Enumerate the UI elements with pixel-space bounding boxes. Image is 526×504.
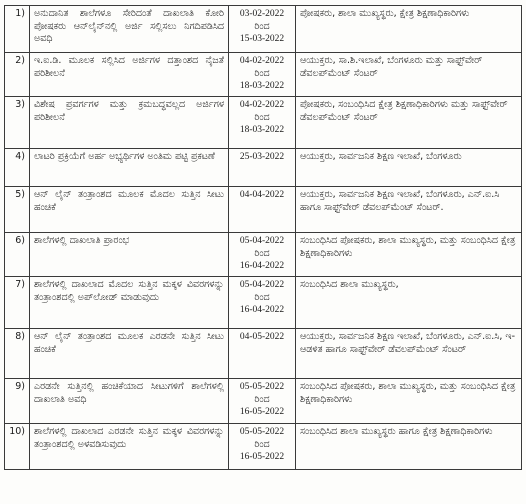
responsible-cell: ಸಂಬಂಧಿಸಿದ ಶಾಲಾ ಮುಖ್ಯಸ್ಥರು ಹಾಗೂ ಕ್ಷೇತ್ರ ಶಿಕ್ಷಣಾಧಿಕಾರಿಗಳು [296,424,522,470]
date-connector: ರಿಂದ [254,292,270,303]
activity-cell: ಆನ್ ಲೈನ್ ತಂತ್ರಾಂಶದ ಮೂಲಕ ಮೊದಲ ಸುತ್ತಿನ ಸೀಟು ಹಂಚಿಕೆ [30,187,229,233]
date-from: 04-04-2022 [239,190,285,200]
responsible-cell: ಪೋಷಕರು, ಸಂಬಂಧಿಸಿದ ಕ್ಷೇತ್ರ ಶಿಕ್ಷಣಾಧಿಕಾರಿಗಳು ಮತ್ತು ಸಾಫ್ಟ್‌ವೇರ್ ಡೆವಲಪ್‌ಮೆಂಟ್ ಸೆಂಟರ್ [296,97,522,149]
date-from: 05-05-2022 [239,427,285,437]
table-row [5,53,522,97]
row-number: 10) [5,424,30,470]
date-from: 04-02-2022 [239,100,285,110]
responsible-cell: ಸಂಬಂಧಿಸಿದ ಪೋಷಕರು, ಶಾಲಾ ಮುಖ್ಯಸ್ಥರು, ಮತ್ತು ಸಂಬಂಧಿಸಿದ ಕ್ಷೇತ್ರ ಶಿಕ್ಷಣಾಧಿಕಾರಿಗಳು [296,379,522,424]
date-cell [229,329,296,379]
date-from: 04-05-2022 [239,332,285,342]
row-number: 9) [5,379,30,424]
responsible-cell: ಸಂಬಂಧಿಸಿದ ಪೋಷಕರು, ಶಾಲಾ ಮುಖ್ಯಸ್ಥರು, ಮತ್ತು ಸಂಬಂಧಿಸಿದ ಕ್ಷೇತ್ರ ಶಿಕ್ಷಣಾಧಿಕಾರಿಗಳು [296,233,522,277]
date-connector: ರಿಂದ [254,68,270,79]
date-cell [229,149,296,187]
row-number: 8) [5,329,30,379]
table-row [5,149,522,187]
row-number: 2) [5,53,30,97]
row-number: 5) [5,187,30,233]
date-cell [229,6,296,53]
date-cell [229,97,296,149]
responsible-cell: ಆಯುಕ್ತರು, ಸಾರ್ವಜನಿಕ ಶಿಕ್ಷಣ ಇಲಾಖೆ, ಬೆಂಗಳೂರು, ಎನ್.ಐ.ಸಿ ಹಾಗೂ ಸಾಫ್ಟ್‌ವೇರ್ ಡೆವಲಪ್‌ಮೆಂಟ್ ಸೆಂಟರ್. [296,187,522,233]
table-row [5,379,522,424]
date-to: 16-04-2022 [239,305,285,315]
responsible-cell: ಸಂಬಂಧಿಸಿದ ಶಾಲಾ ಮುಖ್ಯಸ್ಥರು, [296,277,522,329]
date-from: 05-05-2022 [239,382,285,392]
date-to: 18-03-2022 [239,125,285,135]
date-connector: ರಿಂದ [254,439,270,450]
row-number: 4) [5,149,30,187]
date-connector: ರಿಂದ [254,394,270,405]
table-row [5,97,522,149]
table-row [5,6,522,53]
date-cell [229,379,296,424]
activity-cell: ಆನ್ ಲೈನ್ ತಂತ್ರಾಂಶದ ಮೂಲಕ ಎರಡನೇ ಸುತ್ತಿನ ಸೀಟು ಹಂಚಿಕೆ [30,329,229,379]
responsible-cell: ಆಯುಕ್ತರು, ಸಾರ್ವಜನಿಕ ಶಿಕ್ಷಣ ಇಲಾಖೆ, ಬೆಂಗಳೂರು [296,149,522,187]
date-from: 05-04-2022 [239,280,285,290]
table-row [5,233,522,277]
date-to: 16-05-2022 [239,452,285,462]
date-from: 25-03-2022 [239,152,285,162]
date-from: 03-02-2022 [239,9,285,19]
admission-schedule-table [4,5,522,470]
date-cell [229,424,296,470]
date-to: 18-03-2022 [239,81,285,91]
table-row [5,424,522,470]
row-number: 3) [5,97,30,149]
activity-cell: ಇ.ಐ.ಡಿ. ಮೂಲಕ ಸಲ್ಲಿಸಿದ ಅರ್ಜಿಗಳ ದತ್ತಾಂಶದ ನೈಜತೆ ಪರಿಶೀಲನೆ [30,53,229,97]
date-cell [229,187,296,233]
activity-cell: ಶಾಲೆಗಳಲ್ಲಿ ದಾಖಲಾದ ಎರಡನೇ ಸುತ್ತಿನ ಮಕ್ಕಳ ವಿವರಗಳನ್ನು ತಂತ್ರಾಂಶದಲ್ಲಿ ಅಳವಡಿಸುವುದು [30,424,229,470]
activity-cell: ಲಾಟರಿ ಪ್ರಕ್ರಿಯೆಗೆ ಅರ್ಹ ಅಭ್ಯರ್ಥಿಗಳ ಅಂತಿಮ ಪಟ್ಟಿ ಪ್ರಕಟಣೆ [30,149,229,187]
date-connector: ರಿಂದ [254,21,270,32]
date-to: 16-04-2022 [239,261,285,271]
date-from: 04-02-2022 [239,56,285,66]
table-row [5,329,522,379]
activity-cell: ಶಾಲೆಗಳಲ್ಲಿ ದಾಖಲಾತಿ ಪ್ರಾರಂಭ [30,233,229,277]
date-cell [229,277,296,329]
date-cell [229,53,296,97]
table-row [5,277,522,329]
row-number: 7) [5,277,30,329]
responsible-cell: ಆಯುಕ್ತರು, ಸಾ.ಶಿ.ಇಲಾಖೆ, ಬೆಂಗಳೂರು ಮತ್ತು ಸಾಫ್ಟ್‌ವೇರ್ ಡೆವಲಪ್‌ಮೆಂಟ್ ಸೆಂಟರ್ [296,53,522,97]
date-cell [229,233,296,277]
date-to: 15-03-2022 [239,34,285,44]
row-number: 6) [5,233,30,277]
date-to: 16-05-2022 [239,407,285,417]
date-connector: ರಿಂದ [254,248,270,259]
responsible-cell: ಆಯುಕ್ತರು, ಸಾರ್ವಜನಿಕ ಶಿಕ್ಷಣ ಇಲಾಖೆ, ಬೆಂಗಳೂರು, ಎನ್.ಐ.ಸಿ, ಇ-ಆಡಳಿತ ಹಾಗೂ ಸಾಫ್ಟ್‌ವೇರ್ ಡೆವಲಪ್‌ಮೆಂಟ್ ಸೆಂಟರ್ [296,329,522,379]
date-connector: ರಿಂದ [254,112,270,123]
activity-cell: ಎರಡನೇ ಸುತ್ತಿನಲ್ಲಿ ಹಂಚಿಕೆಯಾದ ಸೀಟುಗಳಿಗೆ ಶಾಲೆಗಳಲ್ಲಿ ದಾಖಲಾತಿ ಅವಧಿ [30,379,229,424]
date-from: 05-04-2022 [239,236,285,246]
activity-cell: ವಿಶೇಷ ಪ್ರವರ್ಗಗಳ ಮತ್ತು ಕ್ರಮಬದ್ಧವಲ್ಲದ ಅರ್ಜಿಗಳ ಪರಿಶೀಲನೆ [30,97,229,149]
responsible-cell: ಪೋಷಕರು, ಶಾಲಾ ಮುಖ್ಯಸ್ಥರು, ಕ್ಷೇತ್ರ ಶಿಕ್ಷಣಾಧಿಕಾರಿಗಳು [296,6,522,53]
activity-cell: ಅನುದಾನಿತ ಶಾಲೆಗಳೂ ಸೇರಿದಂತೆ ದಾಖಲಾತಿ ಕೋರಿ ಪೋಷಕರು ಆನ್‌ಲೈನ್‌ನಲ್ಲಿ ಅರ್ಜಿ ಸಲ್ಲಿಸಲು ನಿಗದಿಪಡಿಸಿದ ಅವಧಿ [30,6,229,53]
row-number: 1) [5,6,30,53]
table-row [5,187,522,233]
activity-cell: ಶಾಲೆಗಳಲ್ಲಿ ದಾಖಲಾದ ಮೊದಲ ಸುತ್ತಿನ ಮಕ್ಕಳ ವಿವರಗಳನ್ನು ತಂತ್ರಾಂಶದಲ್ಲಿ ಅಪ್‌ಲೋಡ್ ಮಾಡುವುದು [30,277,229,329]
